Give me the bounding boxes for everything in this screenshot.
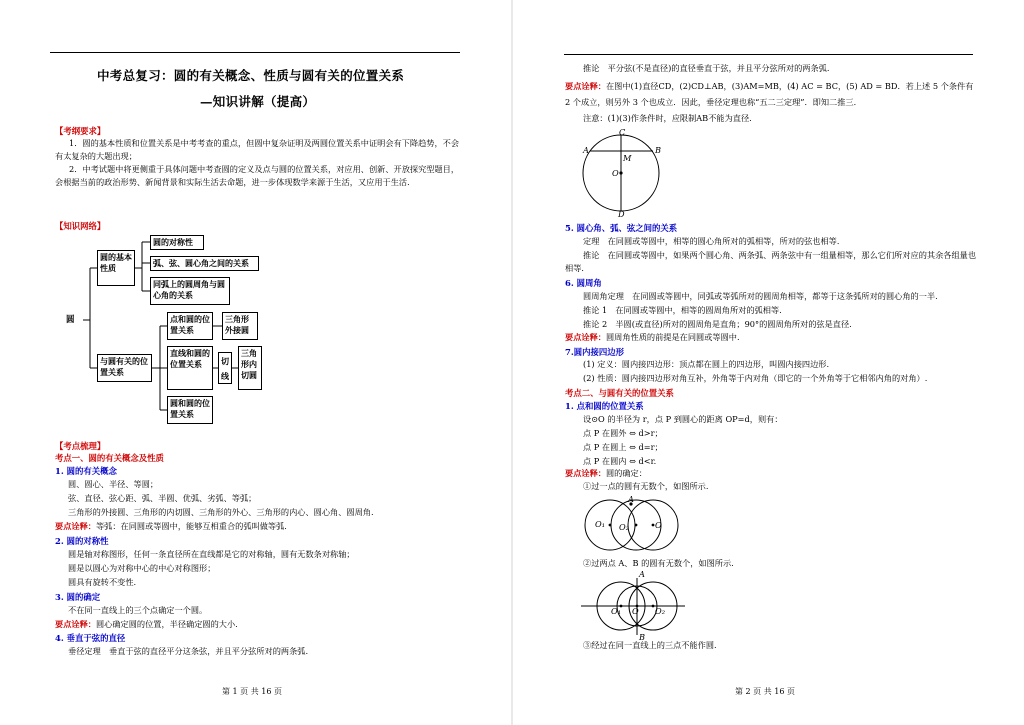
heading-central-angle: 5. 圆心角、弧、弦之间的关系 — [565, 223, 678, 233]
tip-circle-determine — [565, 468, 647, 479]
cyclic-property: (2) 性质：圆内接四边形对角互补，外角等于内对角（即它的一个外角等于它相邻内角的对角）. — [583, 373, 928, 383]
central-angle-corollary: 推论 在同圆或等圆中，如果两个圆心角、两条弧、两条弦中有一组量相等，那么它们所对应的其余各组量也相等． — [565, 250, 977, 273]
point-circle-setup: 设⊙O 的半径为 r，点 P 到圆心的距离 OP=d，则有： — [583, 414, 783, 424]
tip-text: 圆心确定圆的位置，半径确定圆的大小. — [95, 619, 238, 629]
case-three-collinear: ③经过在同一直线上的三点不能作圆. — [583, 640, 717, 650]
tip-equal-arcs — [55, 521, 292, 532]
fig2-label-A: A — [628, 494, 634, 504]
fig1-label-A: A — [583, 145, 589, 155]
section-network: 【知识网络】 — [55, 221, 106, 231]
fig3-label-O2: O₂ — [655, 606, 665, 616]
symmetry-line-3: 圆具有旋转不变性. — [68, 577, 137, 587]
tip-label: 要点诠释： — [55, 619, 96, 629]
point-on: 点 P 在圆上 ⇔ d=r； — [583, 442, 663, 452]
heading-point-circle: 1. 点和圆的位置关系 — [565, 401, 644, 411]
fig1-label-O: O — [612, 168, 619, 178]
fig2-label-O1: O₁ — [595, 519, 605, 529]
node-basic-properties: 圆的基本性质 — [97, 250, 135, 286]
tip-determine — [55, 619, 238, 630]
heading-concepts: 1. 圆的有关概念 — [55, 466, 117, 476]
page-footer: 第 1 页 共 16 页 — [222, 687, 282, 696]
tip-label: 要点诠释： — [565, 468, 606, 478]
node-incircle: 三角形内切圆 — [238, 346, 262, 390]
doc-title: 中考总复习：圆的有关概念、性质与圆有关的位置关系 — [97, 68, 405, 83]
kaodian-2: 考点二、与圆有关的位置关系 — [565, 388, 674, 398]
fig2-label-O: O — [655, 520, 662, 530]
cyclic-definition: (1) 定义：圆内接四边形：顶点都在圆上的四边形，叫圆内接四边形. — [583, 359, 830, 369]
kaodian-1: 考点一、圆的有关概念及性质 — [55, 453, 164, 463]
heading-symmetry: 2. 圆的对称性 — [55, 536, 109, 546]
kaogang-item-2: 2．中考试题中将更侧重于具体问题中考查圆的定义及点与圆的位置关系，对应用、创新、开放探究型题目，会根据当前的政治形势、新闻背景和实际生活去命题，进一步体现数学来源于生活，又应用于生活． — [55, 164, 460, 187]
fig3-label-A: A — [639, 569, 645, 579]
node-circumcircle: 三角形外接圆 — [222, 312, 258, 340]
fig1-label-C: C — [619, 127, 626, 137]
concepts-line-3: 三角形的外接圆、三角形的内切圆、三角形的外心、三角形的内心、圆心角、圆周角. — [68, 507, 374, 517]
node-inscribed-angle: 同弧上的圆周角与圆心角的关系 — [150, 277, 230, 305]
node-point-circle: 点和圆的位置关系 — [167, 312, 213, 340]
node-tangent: 切线 — [218, 352, 232, 384]
case-two-points: ②过两点 A、B 的圆有无数个，如图所示. — [583, 558, 734, 568]
concepts-line-1: 圆、圆心、半径、等圆； — [68, 479, 159, 489]
tip-inscribed — [565, 332, 740, 343]
tip-label: 要点诠释： — [565, 81, 606, 91]
section-kaogang: 【考纲要求】 — [55, 126, 106, 136]
top-rule — [564, 54, 973, 55]
perpendicular-theorem: 垂径定理 垂直于弦的直径平分这条弦，并且平分弦所对的两条弧. — [68, 646, 309, 656]
section-shuli: 【考点梳理】 — [55, 441, 106, 451]
heading-determine: 3. 圆的确定 — [55, 592, 101, 602]
heading-perpendicular-diameter: 4. 垂直于弦的直径 — [55, 633, 126, 643]
doc-subtitle: —知识讲解（提高） — [200, 94, 316, 109]
inscribed-corollary-2: 推论 2 半圆(或直径)所对的圆周角是直角；90°的圆周角所对的弦是直径. — [583, 319, 852, 329]
corollary-line: 推论 平分弦(不是直径)的直径垂直于弦，并且平分弦所对的两条弧. — [583, 63, 830, 73]
case-one-point: ①过一点的圆有无数个，如图所示. — [583, 481, 709, 491]
inscribed-angle-theorem: 圆周角定理 在同圆或等圆中，同弧或等弧所对的圆周角相等，都等于这条弧所对的圆心角的一半. — [583, 291, 938, 301]
node-circle-circle: 圆和圆的位置关系 — [167, 396, 213, 424]
network-root: 圆 — [66, 315, 75, 325]
tip-text: 在图中(1)直径CD，(2)CD⊥AB，(3)AM=MB，(4) AC = BC，(5) AD = BD．若上述 5 个条件有 2 个成立，则另外 3 个也成立．因此，垂径定理也称“五二三定理”．即知二推三． — [565, 81, 974, 107]
inscribed-corollary-1: 推论 1 在同圆或等圆中，相等的圆周角所对的弧相等. — [583, 305, 782, 315]
fig1-label-B: B — [655, 145, 662, 155]
kaogang-item-1: 1．圆的基本性质和位置关系是中考考查的重点，但圆中复杂证明及两圆位置关系中证明会有下降趋势，不会有太复杂的大题出现； — [55, 138, 460, 161]
page-footer: 第 2 页 共 16 页 — [735, 687, 795, 696]
fig3-label-O: O — [632, 606, 639, 616]
determine-line-1: 不在同一直线上的三个点确定一个圆。 — [68, 605, 208, 615]
symmetry-line-1: 圆是轴对称图形，任何一条直径所在直线都是它的对称轴，圆有无数条对称轴； — [68, 549, 355, 559]
symmetry-line-2: 圆是以圆心为对称中心的中心对称图形； — [68, 563, 216, 573]
fig1-label-M: M — [623, 153, 632, 163]
concepts-line-2: 弦、直径、弦心距、弧、半圆、优弧、劣弧、等弧； — [68, 493, 257, 503]
central-angle-theorem: 定理 在同圆或等圆中，相等的圆心角所对的弧相等，所对的弦也相等． — [583, 236, 846, 246]
point-inside: 点 P 在圆内 ⇔ d<r. — [583, 456, 657, 466]
page-2 — [513, 0, 1024, 725]
node-arc-chord-angle: 弧、弦、圆心角之间的关系 — [150, 256, 259, 271]
point-outside: 点 P 在圆外 ⇔ d>r； — [583, 428, 663, 438]
page-1 — [0, 0, 511, 725]
tip-text: 等弧：在同圆或等圆中，能够互相重合的弧叫做等弧． — [95, 521, 293, 531]
node-position-relations: 与圆有关的位置关系 — [97, 354, 152, 382]
tip-label: 要点诠释： — [565, 332, 606, 342]
tip-note: 注意：(1)(3)作条件时，应限制AB不能为直径. — [583, 113, 752, 123]
tip-text: 圆的确定： — [605, 468, 647, 478]
tip-label: 要点诠释： — [55, 521, 96, 531]
heading-inscribed-angle: 6. 圆周角 — [565, 278, 602, 288]
fig3-label-O1: O₁ — [611, 606, 621, 616]
node-line-circle: 直线和圆的位置关系 — [167, 346, 213, 390]
node-symmetry: 圆的对称性 — [150, 235, 204, 250]
fig2-label-O2: O₂ — [619, 522, 629, 532]
fig3-label-B: B — [639, 632, 646, 642]
fig1-label-D: D — [618, 209, 625, 219]
tip-text: 圆周角性质的前提是在同圆或等圆中. — [605, 332, 740, 342]
heading-cyclic-quadrilateral: 7.圆内接四边形 — [565, 347, 624, 357]
tip-five-two-three — [565, 78, 977, 110]
